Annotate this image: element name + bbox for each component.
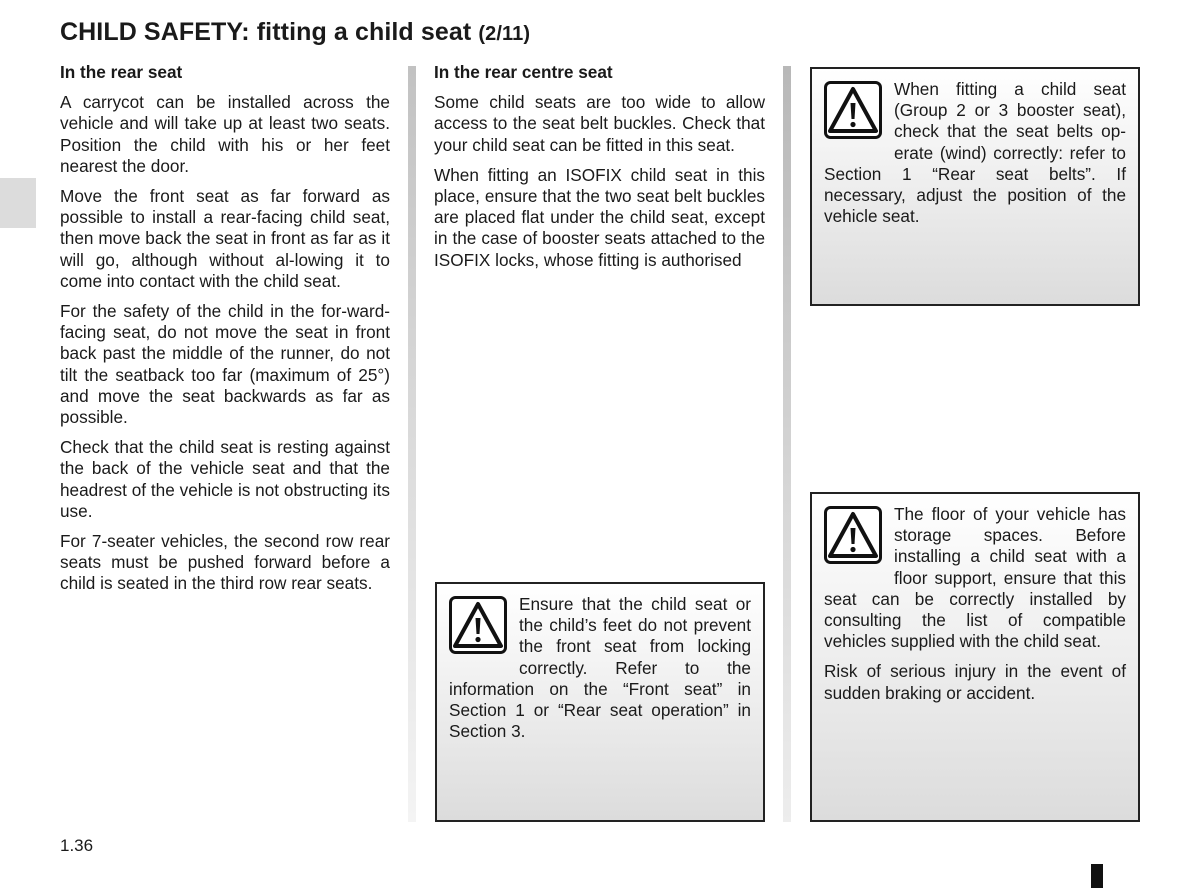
column-divider <box>408 66 416 822</box>
warning-triangle-icon <box>824 81 882 139</box>
title-text: CHILD SAFETY: fitting a child seat <box>60 18 472 46</box>
section-heading-rear-centre-seat: In the rear centre seat <box>434 62 613 82</box>
column-divider <box>783 66 791 822</box>
paragraph: When fitting an ISOFIX child seat in this place, ensure that the two seat belt buckles are placed flat under the child seat, except in the case of booster seats attached to the ISOFIX locks, whose fitting is authorised <box>434 164 765 270</box>
left-column <box>60 62 390 604</box>
warning-box-floor-storage <box>810 492 1140 822</box>
warning-text: The floor of your vehicle has storage spaces. Before installing a child seat with a floor support, ensure that this seat can be correctly installed by consulting the list of compatible vehicles supplied with the child seat. <box>824 504 1126 652</box>
page-indicator: (2/11) <box>478 23 531 45</box>
warning-text: Ensure that the child seat or the child’s feet do not prevent the front seat from locking correctly. Refer to the information on the “Front seat” in Section 1 or “Rear seat operation” in Section 3. <box>449 594 751 742</box>
paragraph: Check that the child seat is resting against the back of the vehicle seat and that the headrest of the vehicle is not obstructing its use. <box>60 437 390 521</box>
paragraph: For the safety of the child in the for-ward-facing seat, do not move the seat in front back past the middle of the runner, do not tilt the seatback too far (maximum of 25°) and move the seat backwards as far as possible. <box>60 301 390 428</box>
warning-risk-text: Risk of serious injury in the event of sudden braking or accident. <box>824 661 1126 703</box>
page-number: 1.36 <box>60 836 94 855</box>
page-title <box>60 18 530 47</box>
paragraph: For 7-seater vehicles, the second row rear seats must be pushed forward before a child is seated in the third row rear seats. <box>60 531 390 594</box>
warning-triangle-icon <box>824 506 882 564</box>
chapter-tab <box>0 178 36 228</box>
page-edge-marker <box>1091 864 1103 888</box>
section-heading-rear-seat: In the rear seat <box>60 62 183 82</box>
warning-triangle-icon <box>449 596 507 654</box>
warning-box-front-seat <box>435 582 765 822</box>
paragraph: A carrycot can be installed across the vehicle and will take up at least two seats. Position the child with his or her feet nearest the door. <box>60 92 390 176</box>
paragraph: Move the front seat as far forward as possible to install a rear-facing child seat, then move back the seat in front as far as it will go, although without al-lowing it to come into contact with the child seat. <box>60 186 390 291</box>
paragraph: Some child seats are too wide to allow access to the seat belt buckles. Check that your child seat can be fitted in this seat. <box>434 92 765 155</box>
warning-box-booster-seat <box>810 67 1140 306</box>
warning-text: When fitting a child seat (Group 2 or 3 booster seat), check that the seat belts op-erate (wind) correctly: refer to Section 1 “Rear seat belts”. If necessary, adjust the position of the vehicle seat. <box>824 79 1126 227</box>
middle-column <box>434 62 765 280</box>
